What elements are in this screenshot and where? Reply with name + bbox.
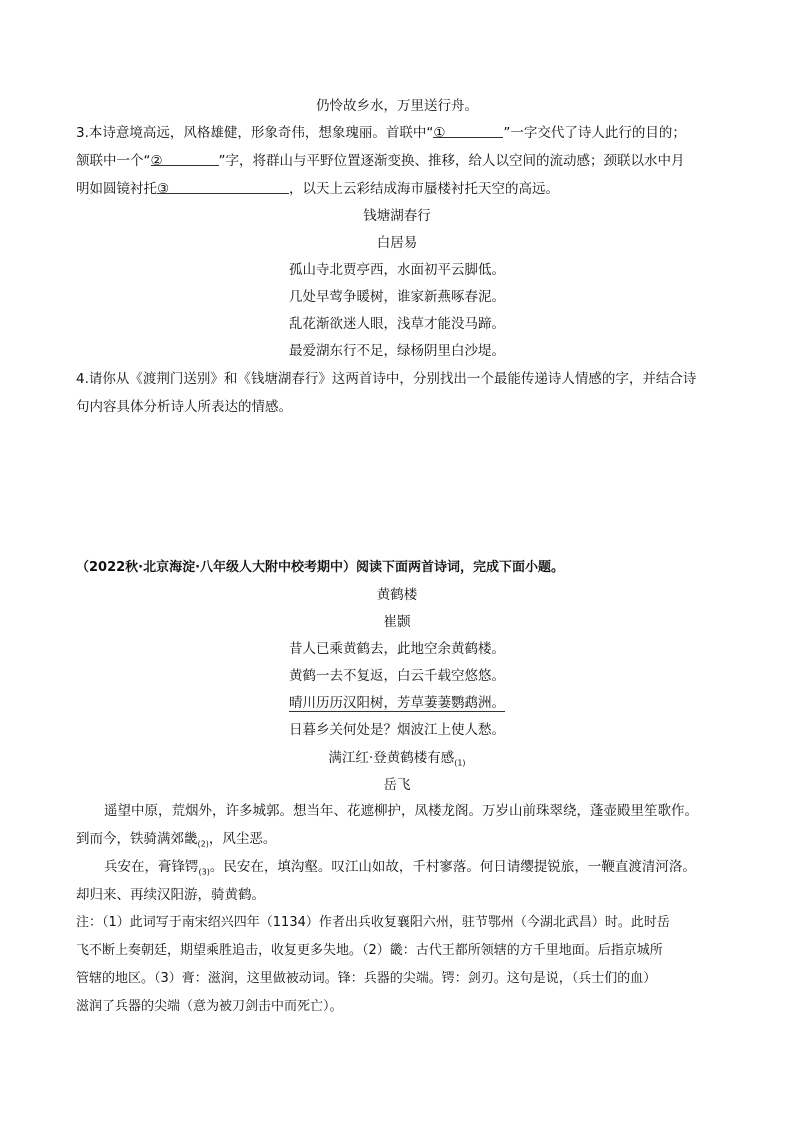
section-header: （2022秋·北京海淀·八年级人大附中校考期中）阅读下面两首诗词，完成下面小题。 [76, 560, 565, 575]
answer-blank-2[interactable] [150, 151, 219, 169]
poem-author: 白居易 [376, 235, 418, 251]
ci-text: 到而今，铁骑满郊畿 [76, 831, 198, 847]
notes-line: 注：（1）此词写于南宋绍兴四年（1134）作者出兵收复襄阳六州，驻节鄂州（今湖北武昌）时。此时岳 [76, 915, 670, 930]
ci-text: ，风尘恶。 [208, 831, 277, 847]
footnote-ref: (2) [197, 839, 209, 849]
notes-line: 飞不断上奏朝廷，期望乘胜追击，收复更多失地。（2）畿：古代王都所领辖的方千里地面。后指京城所 [76, 943, 663, 958]
poem-line: 乱花渐欲迷人眼，浅草才能没马蹄。 [289, 316, 505, 332]
poem-line: 日暮乡关何处是？烟波江上使人愁。 [289, 722, 505, 738]
question-4-line-2: 句内容具体分析诗人所表达的情感。 [76, 399, 292, 415]
ci-paragraph-1-line-1: 遥望中原，荒烟外，许多城郭。想当年、花遮柳护，凤楼龙阁。万岁山前珠翠绕，蓬壶殿里笙歌作。 [104, 803, 698, 819]
q3-text: 明如圆镜衬托 [76, 181, 157, 197]
poem-line: 几处早莺争暖树，谁家新燕啄春泥。 [289, 289, 505, 305]
ci-paragraph-1-line-2 [76, 829, 276, 855]
q3-text: 颔联中一个“ [76, 153, 151, 169]
poem-line: 最爱湖东行不足，绿杨阴里白沙堤。 [289, 343, 505, 359]
ci-title: 满江红·登黄鹤楼有感 [328, 750, 455, 766]
blank-number: ① [433, 125, 446, 141]
poem-title: 钱塘湖春行 [363, 208, 431, 224]
poem-line: 孤山寺北贾亭西，水面初平云脚低。 [289, 262, 505, 278]
poem-title [0, 748, 794, 774]
question-3-line-1 [76, 123, 686, 143]
poem-line-underlined [0, 693, 794, 713]
q3-text: ”字，将群山与平野位置逐渐变换、推移，给人以空间的流动感；颈联以水中月 [218, 153, 685, 169]
notes-line: 滋润了兵器的尖端（意为被刀剑击中而死亡）。 [76, 999, 343, 1014]
poem-line: 昔人已乘黄鹤去，此地空余黄鹤楼。 [289, 641, 505, 657]
notes-line: 管辖的地区。（3）膏：滋润，这里做被动词。锋：兵器的尖端。锷：剑刃。这句是说，（兵士们的血） [76, 971, 657, 986]
poem-title: 黄鹤楼 [376, 587, 418, 603]
question-3-line-3 [76, 179, 559, 199]
blank-number: ③ [157, 181, 170, 197]
underlined-text: 晴川历历汉阳树，芳草萋萋鹦鹉洲。 [289, 695, 505, 711]
ci-paragraph-2-line-2: 却归来、再续汉阳游，骑黄鹤。 [76, 887, 265, 903]
q3-text: ，以天上云彩结成海市蜃楼衬托天空的高远。 [289, 181, 559, 197]
answer-blank-3[interactable] [157, 179, 289, 197]
q3-text: 3.本诗意境高远，风格雄健，形象奇伟，想象瑰丽。首联中“ [76, 125, 434, 141]
question-4-line-1: 4.请你从《渡荆门送别》和《钱塘湖春行》这两首诗中，分别找出一个最能传递诗人情感的字，并结合诗 [76, 371, 697, 387]
poem-author: 崔颢 [383, 614, 411, 630]
answer-blank-1[interactable] [433, 123, 503, 141]
question-3-line-2 [76, 151, 685, 171]
top-verse: 仍怜故乡水，万里送行舟。 [316, 98, 478, 114]
ci-paragraph-2-line-1 [104, 857, 696, 883]
ci-text: 。民安在，填沟壑。叹江山如故，千村寥落。何日请缨提锐旅，一鞭直渡清河洛。 [209, 859, 696, 875]
poem-author: 岳飞 [383, 777, 411, 793]
q3-text: ”一字交代了诗人此行的目的； [503, 125, 686, 141]
poem-line: 黄鹤一去不复返，白云千载空悠悠。 [289, 668, 505, 684]
ci-text: 兵安在，膏锋锷 [104, 859, 199, 875]
footnote-ref: (3) [198, 867, 210, 877]
blank-number: ② [150, 153, 163, 169]
footnote-ref: (1) [454, 758, 466, 768]
